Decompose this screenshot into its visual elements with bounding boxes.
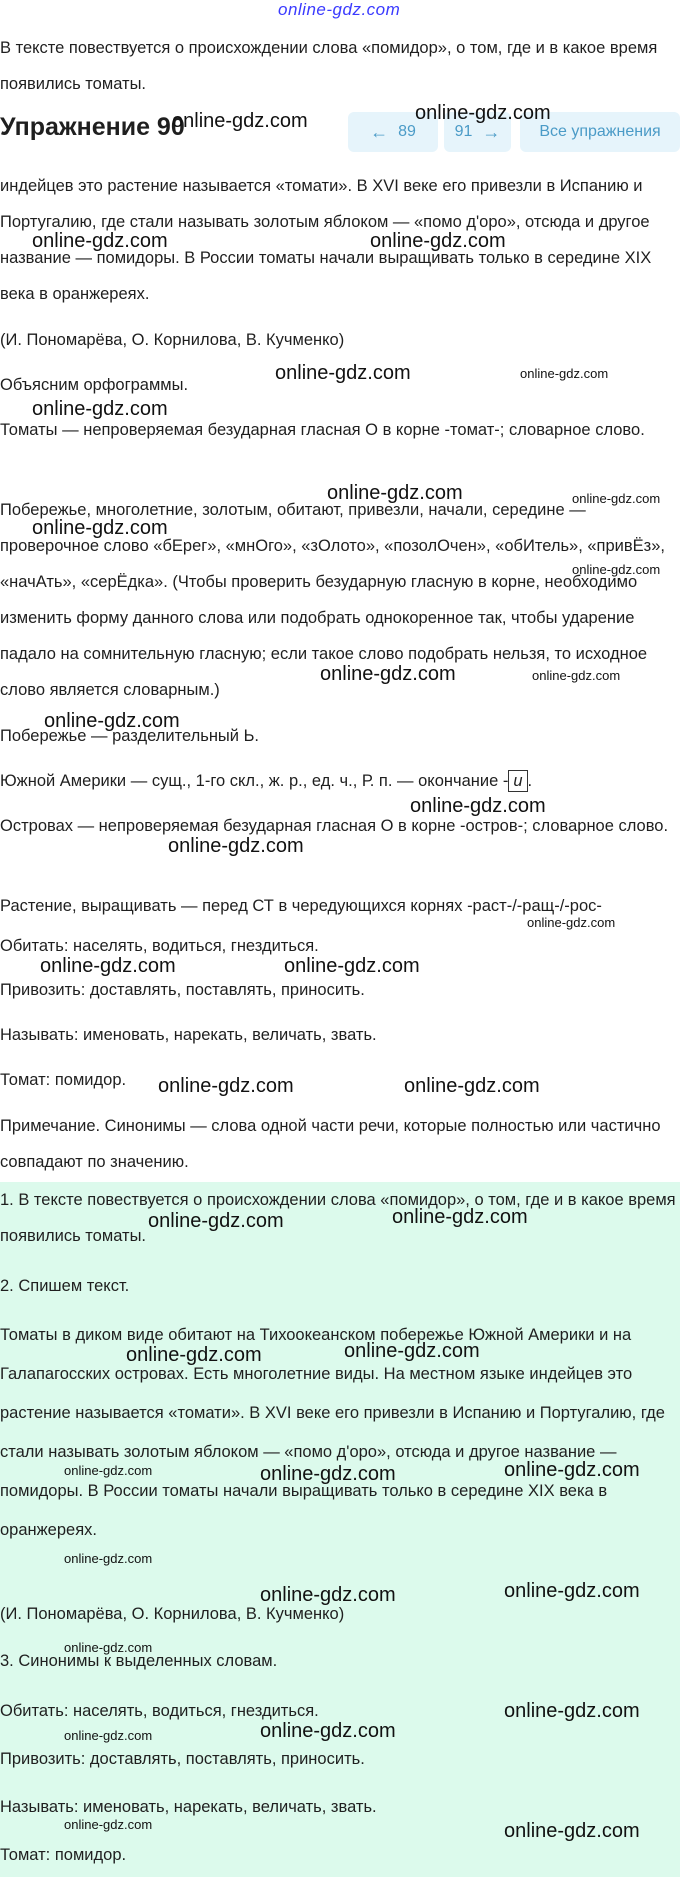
watermark: online-gdz.com	[260, 1463, 396, 1485]
watermark: online-gdz.com	[32, 398, 168, 420]
watermark: online-gdz.com	[520, 366, 609, 381]
watermark: online-gdz.com	[504, 1700, 640, 1722]
explain-intro: Объясним орфограммы.	[0, 376, 189, 394]
watermark: online-gdz.com	[64, 1463, 153, 1478]
watermark: online-gdz.com	[260, 1584, 396, 1606]
watermark: online-gdz.com	[32, 517, 168, 539]
watermark: online-gdz.com	[532, 668, 621, 683]
authors-line: (И. Пономарёва, О. Корнилова, В. Кучменко)	[0, 331, 345, 349]
watermark: online-gdz.com	[504, 1820, 640, 1842]
synonym-2: Привозить: доставлять, поставлять, приносить.	[0, 981, 365, 999]
orthogram-1: Томаты — непроверяемая безударная гласная О в корне -томат-; словарное слово.	[0, 421, 645, 439]
watermark: online-gdz.com	[392, 1206, 528, 1228]
intro-paragraph: В тексте повествуется о происхождении слова «помидор», о том, где и в какое время появились томаты.	[0, 39, 658, 93]
orthogram-6: Растение, выращивать — перед СТ в чередующихся корнях -раст-/-ращ-/-рос-	[0, 897, 602, 915]
synonym-4: Томат: помидор.	[0, 1071, 127, 1089]
note-paragraph: Примечание. Синонимы — слова одной части речи, которые полностью или частично совпадают по значению.	[0, 1117, 661, 1171]
answer-item-1: 1. В тексте повествуется о происхождении слова «помидор», о том, где и в какое время появились томаты.	[0, 1191, 676, 1245]
site-watermark-top: online-gdz.com	[278, 0, 401, 19]
watermark: online-gdz.com	[64, 1728, 153, 1743]
answer-authors: (И. Пономарёва, О. Корнилова, В. Кучменко)	[0, 1605, 345, 1623]
synonym-3: Называть: именовать, нарекать, величать, звать.	[0, 1026, 377, 1044]
watermark: online-gdz.com	[260, 1720, 396, 1742]
watermark: online-gdz.com	[168, 835, 304, 857]
watermark: online-gdz.com	[44, 710, 180, 732]
watermark: online-gdz.com	[404, 1075, 540, 1097]
watermark: online-gdz.com	[64, 1551, 153, 1566]
next-exercise-label: 91	[454, 123, 473, 140]
watermark: online-gdz.com	[172, 110, 308, 132]
answer-synonym-3: Называть: именовать, нарекать, величать, звать.	[0, 1798, 377, 1816]
watermark: online-gdz.com	[32, 230, 168, 252]
ending-box: и	[508, 770, 527, 792]
watermark: online-gdz.com	[415, 102, 551, 124]
answer-copied-text: Томаты в диком виде обитают на Тихоокеанском побережье Южной Америки и на Галапагосских островах. Есть многолетние виды. На местном языке индейцев это растение называется «томати». В XVI веке его привезли в Испанию и Португалию, где стали называть золотым яблоком — «помо д'оро», отсюда и другое название — помидоры. В России томаты начали выращивать только в середине XIX века в оранжереях.	[0, 1326, 665, 1539]
watermark: online-gdz.com	[284, 955, 420, 977]
watermark: online-gdz.com	[410, 795, 546, 817]
orthogram-3: Побережье — разделительный Ь.	[0, 727, 260, 745]
orthogram-5: Островах — непроверяемая безударная гласная О в корне -остров-; словарное слово.	[0, 817, 669, 835]
watermark: online-gdz.com	[572, 562, 661, 577]
watermark: online-gdz.com	[275, 362, 411, 384]
watermark: online-gdz.com	[504, 1459, 640, 1481]
watermark: online-gdz.com	[320, 663, 456, 685]
watermark: online-gdz.com	[504, 1580, 640, 1602]
watermark: online-gdz.com	[344, 1340, 480, 1362]
all-exercises-label: Все упражнения	[539, 123, 661, 140]
watermark: online-gdz.com	[572, 491, 661, 506]
answer-synonym-2: Привозить: доставлять, поставлять, приносить.	[0, 1750, 365, 1768]
watermark: online-gdz.com	[64, 1817, 153, 1832]
watermark: online-gdz.com	[40, 955, 176, 977]
page-title: Упражнение 90	[0, 113, 185, 141]
watermark: online-gdz.com	[126, 1344, 262, 1366]
answer-item-3: 3. Синонимы к выделенных словам.	[0, 1652, 278, 1670]
orthogram-4-text: Южной Америки — сущ., 1-го скл., ж. р., ед. ч., Р. п. — окончание -	[0, 772, 509, 790]
text-paragraph: индейцев это растение называется «томати». В XVI веке его привезли в Испанию и Португалию, где стали называть золотым яблоком — «помо д'оро», отсюда и другое название — помидоры. В России томаты начали выращивать только в середине XIX века в оранжереях.	[0, 177, 652, 303]
watermark: online-gdz.com	[148, 1210, 284, 1232]
answer-synonym-4: Томат: помидор.	[0, 1846, 127, 1864]
watermark: online-gdz.com	[327, 482, 463, 504]
synonym-1: Обитать: населять, водиться, гнездиться.	[0, 937, 319, 955]
watermark: online-gdz.com	[64, 1640, 153, 1655]
prev-exercise-label: 89	[398, 123, 416, 140]
arrow-left-icon: ←	[370, 121, 389, 142]
answer-item-2: 2. Спишем текст.	[0, 1277, 130, 1295]
arrow-right-icon: →	[482, 121, 501, 142]
answer-synonym-1: Обитать: населять, водиться, гнездиться.	[0, 1702, 319, 1720]
orthogram-4: Южной Америки — сущ., 1-го скл., ж. р., ед. ч., Р. п. — окончание - и .	[0, 772, 533, 790]
orthogram-2: Побережье, многолетние, золотым, обитают, привезли, начали, середине — проверочное слово «бЕрег», «мнОго», «зОлото», «позолОчен», «обИтель», «привЁз», «начАть», «серЁдка». (Чтобы проверить безударную гласную в корне, необходимо изменить форму данного слова или подобрать однокоренное так, чтобы ударение падало на сомнительную гласную; если такое слово подобрать нельзя, то исходное слово является словарным.)	[0, 501, 665, 699]
watermark: online-gdz.com	[158, 1075, 294, 1097]
watermark: online-gdz.com	[527, 915, 616, 930]
watermark: online-gdz.com	[370, 230, 506, 252]
